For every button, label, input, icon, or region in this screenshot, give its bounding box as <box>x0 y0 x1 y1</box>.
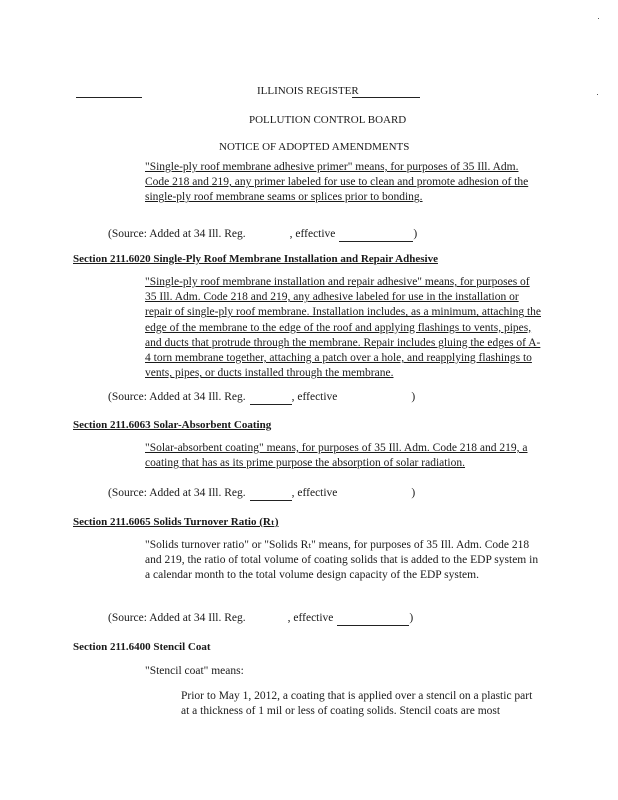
scan-mark <box>598 18 599 19</box>
source-effective: , effective <box>291 391 338 403</box>
source-effective: , effective <box>289 228 336 240</box>
definition-stencil-coat: "Stencil coat" means: <box>145 665 244 677</box>
source-effective: , effective <box>291 487 338 499</box>
source-effective: , effective <box>287 612 334 624</box>
source-close: ) <box>411 391 416 403</box>
source-close: ) <box>409 612 414 624</box>
section-heading: Section 211.6400 Stencil Coat <box>73 641 211 653</box>
source-line <box>108 390 415 405</box>
header-rule-right <box>352 97 420 98</box>
source-prefix: (Source: Added at 34 Ill. Reg. <box>108 612 246 624</box>
section-heading: Section 211.6020 Single-Ply Roof Membrane Installation and Repair Adhesive <box>73 253 438 265</box>
source-close: ) <box>411 487 416 499</box>
stencil-coat-subtext: Prior to May 1, 2012, a coating that is applied over a stencil on a plastic part at a thickness of 1 mil or less of coating solids. Stencil coats are most <box>181 690 533 718</box>
section-heading: Section 211.6063 Solar-Absorbent Coating <box>73 419 272 431</box>
source-line <box>108 486 415 501</box>
board-title: POLLUTION CONTROL BOARD <box>249 114 407 126</box>
definition-solids-turnover: "Solids turnover ratio" or "Solids Rₜ" means, for purposes of 35 Ill. Adm. Code 218 and 219, the ratio of total volume of coating solids that is added to the EDP system in a calendar month to the total volume design capacity of the EDP system. <box>145 539 539 582</box>
register-title: ILLINOIS REGISTER <box>257 85 359 97</box>
source-prefix: (Source: Added at 34 Ill. Reg. <box>108 228 246 240</box>
scan-mark <box>597 94 598 95</box>
source-close: ) <box>413 228 418 240</box>
header-rule-left <box>76 97 142 98</box>
section-heading: Section 211.6065 Solids Turnover Ratio (Rₜ) <box>73 516 279 528</box>
source-line <box>108 227 417 242</box>
definition-primer: "Single-ply roof membrane adhesive primer" means, for purposes of 35 Ill. Adm. Code 218 and 219, any primer labeled for use to clean and promote adhesion of the single-ply roof membrane seams or splices prior to bonding. <box>145 161 529 204</box>
definition-installation-adhesive: "Single-ply roof membrane installation and repair adhesive" means, for purposes of 35 Ill. Adm. Code 218 and 219, any adhesive labeled for use in the installation or repair of single-ply roof membrane. Installation includes, as a minimum, attaching the edge of the membrane to the edge of the roof and applying flashings to vents, pipes, and ducts that protrude through the membrane. Repair includes gluing the edges of A-4 torn membrane together, attaching a patch over a hole, and reapplying flashings to vents, pipes, or ducts installed through the membrane. <box>145 276 541 380</box>
notice-title: NOTICE OF ADOPTED AMENDMENTS <box>219 141 410 153</box>
source-prefix: (Source: Added at 34 Ill. Reg. <box>108 487 246 499</box>
definition-solar-absorbent: "Solar-absorbent coating" means, for purposes of 35 Ill. Adm. Code 218 and 219, a coating that has as its prime purpose the absorption of solar radiation. <box>145 442 528 470</box>
source-prefix: (Source: Added at 34 Ill. Reg. <box>108 391 246 403</box>
source-line <box>108 611 413 626</box>
